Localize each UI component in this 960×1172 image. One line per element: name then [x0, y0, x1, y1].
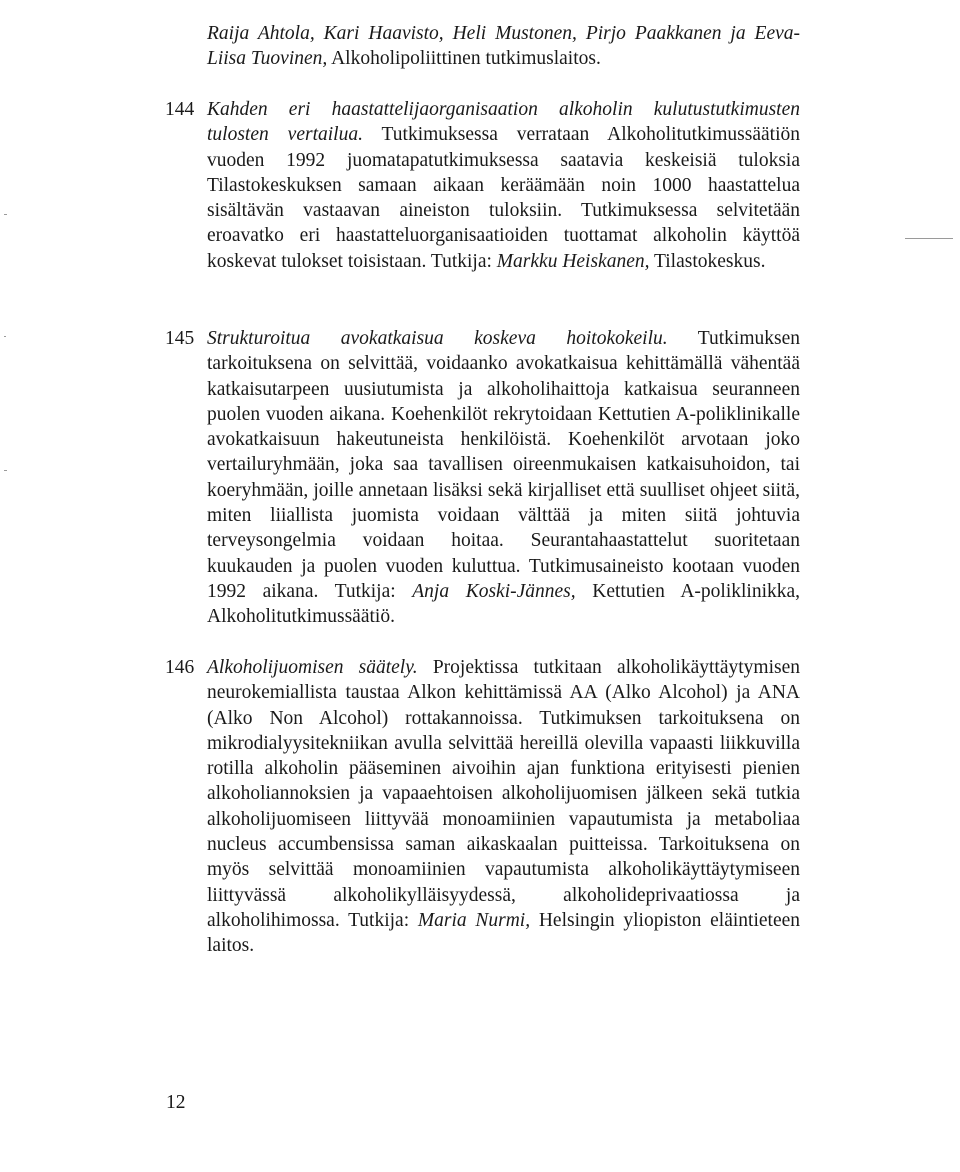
entry-145 [165, 326, 801, 630]
entry-title: Strukturoitua avokatkaisua koskeva hoitokokeilu. [207, 328, 668, 349]
entry-title: Alkoholijuomisen säätely. [207, 657, 418, 678]
intro-authors: Raija Ahtola, Kari Haavisto, Heli Mustonen, Pirjo Paakkanen ja Eeva-Liisa Tuovinen, [207, 23, 800, 70]
entry-researcher: Maria Nurmi, [417, 909, 531, 931]
entry-researcher: Anja Koski-Jännes, [412, 580, 576, 602]
entry-affiliation: Tilastokeskus. [654, 250, 766, 272]
scan-speck [4, 470, 7, 471]
entry-body: Projektissa tutkitaan alkoholikäyttäytymisen neurokemiallista taustaa Alkon kehittämissä AA (Alko Alcohol) ja ANA (Alko Non Alcohol) rottakannoissa. Tutkimuksen tarkoituksena on mikrodialyysitekniikan avulla selvittää hereillä olevilla vapaasti liikkuvilla rotilla alkoholin pääseminen aivoihin ajan funktiona erityisesti pienien alkoholiannoksien ja vapaaehtoisen alkoholijuomisen jälkeen sekä tutkia alkoholijuomiseen liittyvää monoamiinien vapautumista ja metaboliaa nucleus accumbensissa saman aikaskaalan puitteissa. Tarkoituksena on myös selvittää monoamiinien vapautumista alkoholikäyttäytymiseen liittyvässä alkoholikylläisyydessä, alkoholideprivaatiossa ja alkoholihimossa. Tutkija: [207, 657, 800, 931]
entry-affiliation: Helsingin yliopiston eläintieteen laitos. [207, 909, 800, 957]
entry-number: 146 [165, 657, 195, 678]
entry-researcher: Markku Heiskanen, [496, 250, 650, 272]
scan-speck [905, 238, 953, 239]
entry-body: Tutkimuksessa verrataan Alkoholitutkimussäätiön vuoden 1992 juomatapatutkimuksessa saatavia keskeisiä tuloksia Tilastokeskuksen samaan aikaan keräämään noin 1000 haastattelua sisältävän vastaavan aineiston tuloksiin. Tutkimuksessa selvitetään eroavatko eri haastatteluorganisaatioiden tuottamat alkoholin käyttöä koskevat tulokset toisistaan. Tutkija: [207, 124, 800, 272]
scan-speck [4, 214, 7, 215]
intro-paragraph [207, 21, 800, 72]
entry-title: Kahden eri haastattelijaorganisaation alkoholin kulutustutkimusten tulosten vertailua. [207, 99, 800, 146]
entry-number: 145 [165, 328, 195, 349]
intro-institution: Alkoholipoliittinen tutkimuslaitos. [331, 48, 601, 70]
scan-speck [4, 336, 6, 337]
entry-144 [165, 97, 800, 274]
entry-affiliation: Kettutien A-poliklinikka, Alkoholitutkimussäätiö. [207, 580, 801, 628]
entry-number: 144 [165, 99, 195, 120]
entry-body: Tutkimuksen tarkoituksena on selvittää, voidaanko avokatkaisua kehittämällä vähentää katkaisutarpeen uusiutumista ja alkoholihaittoja katkaisua seuranneen puolen vuoden aikana. Koehenkilöt rekrytoidaan Kettutien A-poliklinikalle avokatkaisuun hakeutuneista henkilöistä. Koehenkilöt arvotaan joko vertailuryhmään, joka saa tavallisen oireenmukaisen katkaisuhoidon, tai koeryhmään, joille annetaan lisäksi sekä kirjalliset että suulliset ohjeet siitä, miten liiallista juomista voidaan välttää ja miten siitä johtuvia terveysongelmia voidaan hoitaa. Seurantahaastattelut suoritetaan kuukauden ja puolen vuoden kuluttua. Tutkimusaineisto kootaan vuoden 1992 aikana. Tutkija: [207, 328, 800, 602]
page-number: 12 [166, 1092, 186, 1113]
entry-146 [165, 655, 800, 959]
